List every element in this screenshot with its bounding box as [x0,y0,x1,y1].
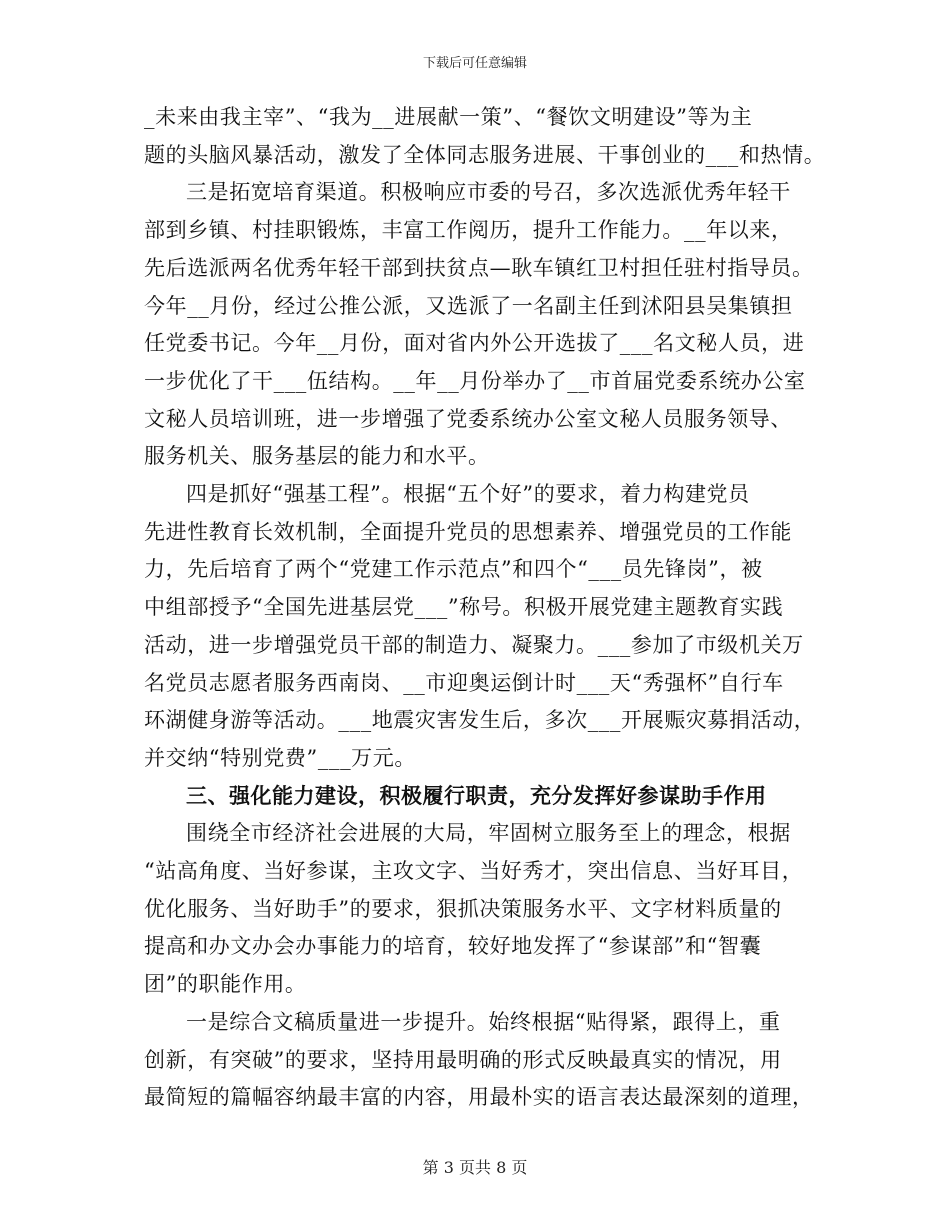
text-line: 部到乡镇、村挂职锻炼，丰富工作阅历，提升工作能力。__年以来， [144,218,793,242]
text-line: 文秘人员培训班，进一步增强了党委系统办公室文秘人员服务领导、 [144,407,792,431]
text-line: 提高和办文办会办事能力的培育，较好地发挥了“参谋部”和“智囊 [144,934,762,958]
text-line: 四是抓好“强基工程”。根据“五个好”的要求，着力构建党员 [186,482,750,506]
text-line: 服务机关、服务基层的能力和水平。 [144,444,490,468]
text-line: 任党委书记。今年__月份，面对省内外公开选拔了___名文秘人员，进 [144,331,805,355]
text-line: 活动，进一步增强党员干部的制造力、凝聚力。___参加了市级机关万 [144,633,804,657]
text-line: 一是综合文稿质量进一步提升。始终根据“贴得紧，跟得上，重 [186,1010,781,1034]
text-line: 围绕全市经济社会进展的大局，牢固树立服务至上的理念，根据 [186,821,791,845]
text-line: 力，先后培育了两个“党建工作示范点”和四个“___员先锋岗”，被 [144,557,763,581]
text-line: 团”的职能作用。 [144,972,307,996]
text-line: “站高角度、当好参谋，主攻文字、当好秀才，突出信息、当好耳目， [144,859,804,883]
text-line: 名党员志愿者服务西南岗、__市迎奥运倒计时___天“秀强杯”自行车 [144,671,784,695]
text-line: 三是拓宽培育渠道。积极响应市委的号召，多次选派优秀年轻干 [186,180,791,204]
text-line: _未来由我主宰”、“我为__进展献一策”、“餐饮文明建设”等为主 [144,105,753,129]
page-footer: 第 3 页共 8 页 [422,1158,528,1177]
text-line: 题的头脑风暴活动，激发了全体同志服务进展、干事创业的___和热情。 [144,143,826,167]
text-line: 环湖健身游等活动。___地震灾害发生后，多次___开展赈灾募捐活动， [144,708,816,732]
section-heading: 三、强化能力建设，积极履行职责，充分发挥好参谋助手作用 [186,783,767,808]
text-line: 一步优化了干___伍结构。__年__月份举办了__市首届党委系统办公室 [144,369,806,393]
text-line: 中组部授予“全国先进基层党___”称号。积极开展党建主题教育实践 [144,595,784,619]
text-line: 今年__月份，经过公推公派，又选派了一名副主任到沭阳县吴集镇担 [144,294,793,318]
text-line: 优化服务、当好助手”的要求，狠抓决策服务水平、文字材料质量的 [144,897,782,921]
text-line: 创新，有突破”的要求，坚持用最明确的形式反映最真实的情况，用 [144,1048,782,1072]
text-line: 并交纳“特别党费”___万元。 [144,746,416,770]
text-line: 最简短的篇幅容纳最丰富的内容，用最朴实的语言表达最深刻的道理， [144,1085,814,1109]
text-line: 先进性教育长效机制，全面提升党员的思想素养、增强党员的工作能 [144,520,792,544]
text-line: 先后选派两名优秀年轻干部到扶贫点—耿车镇红卫村担任驻村指导员。 [144,256,814,280]
page-header: 下载后可任意编辑 [422,56,527,71]
